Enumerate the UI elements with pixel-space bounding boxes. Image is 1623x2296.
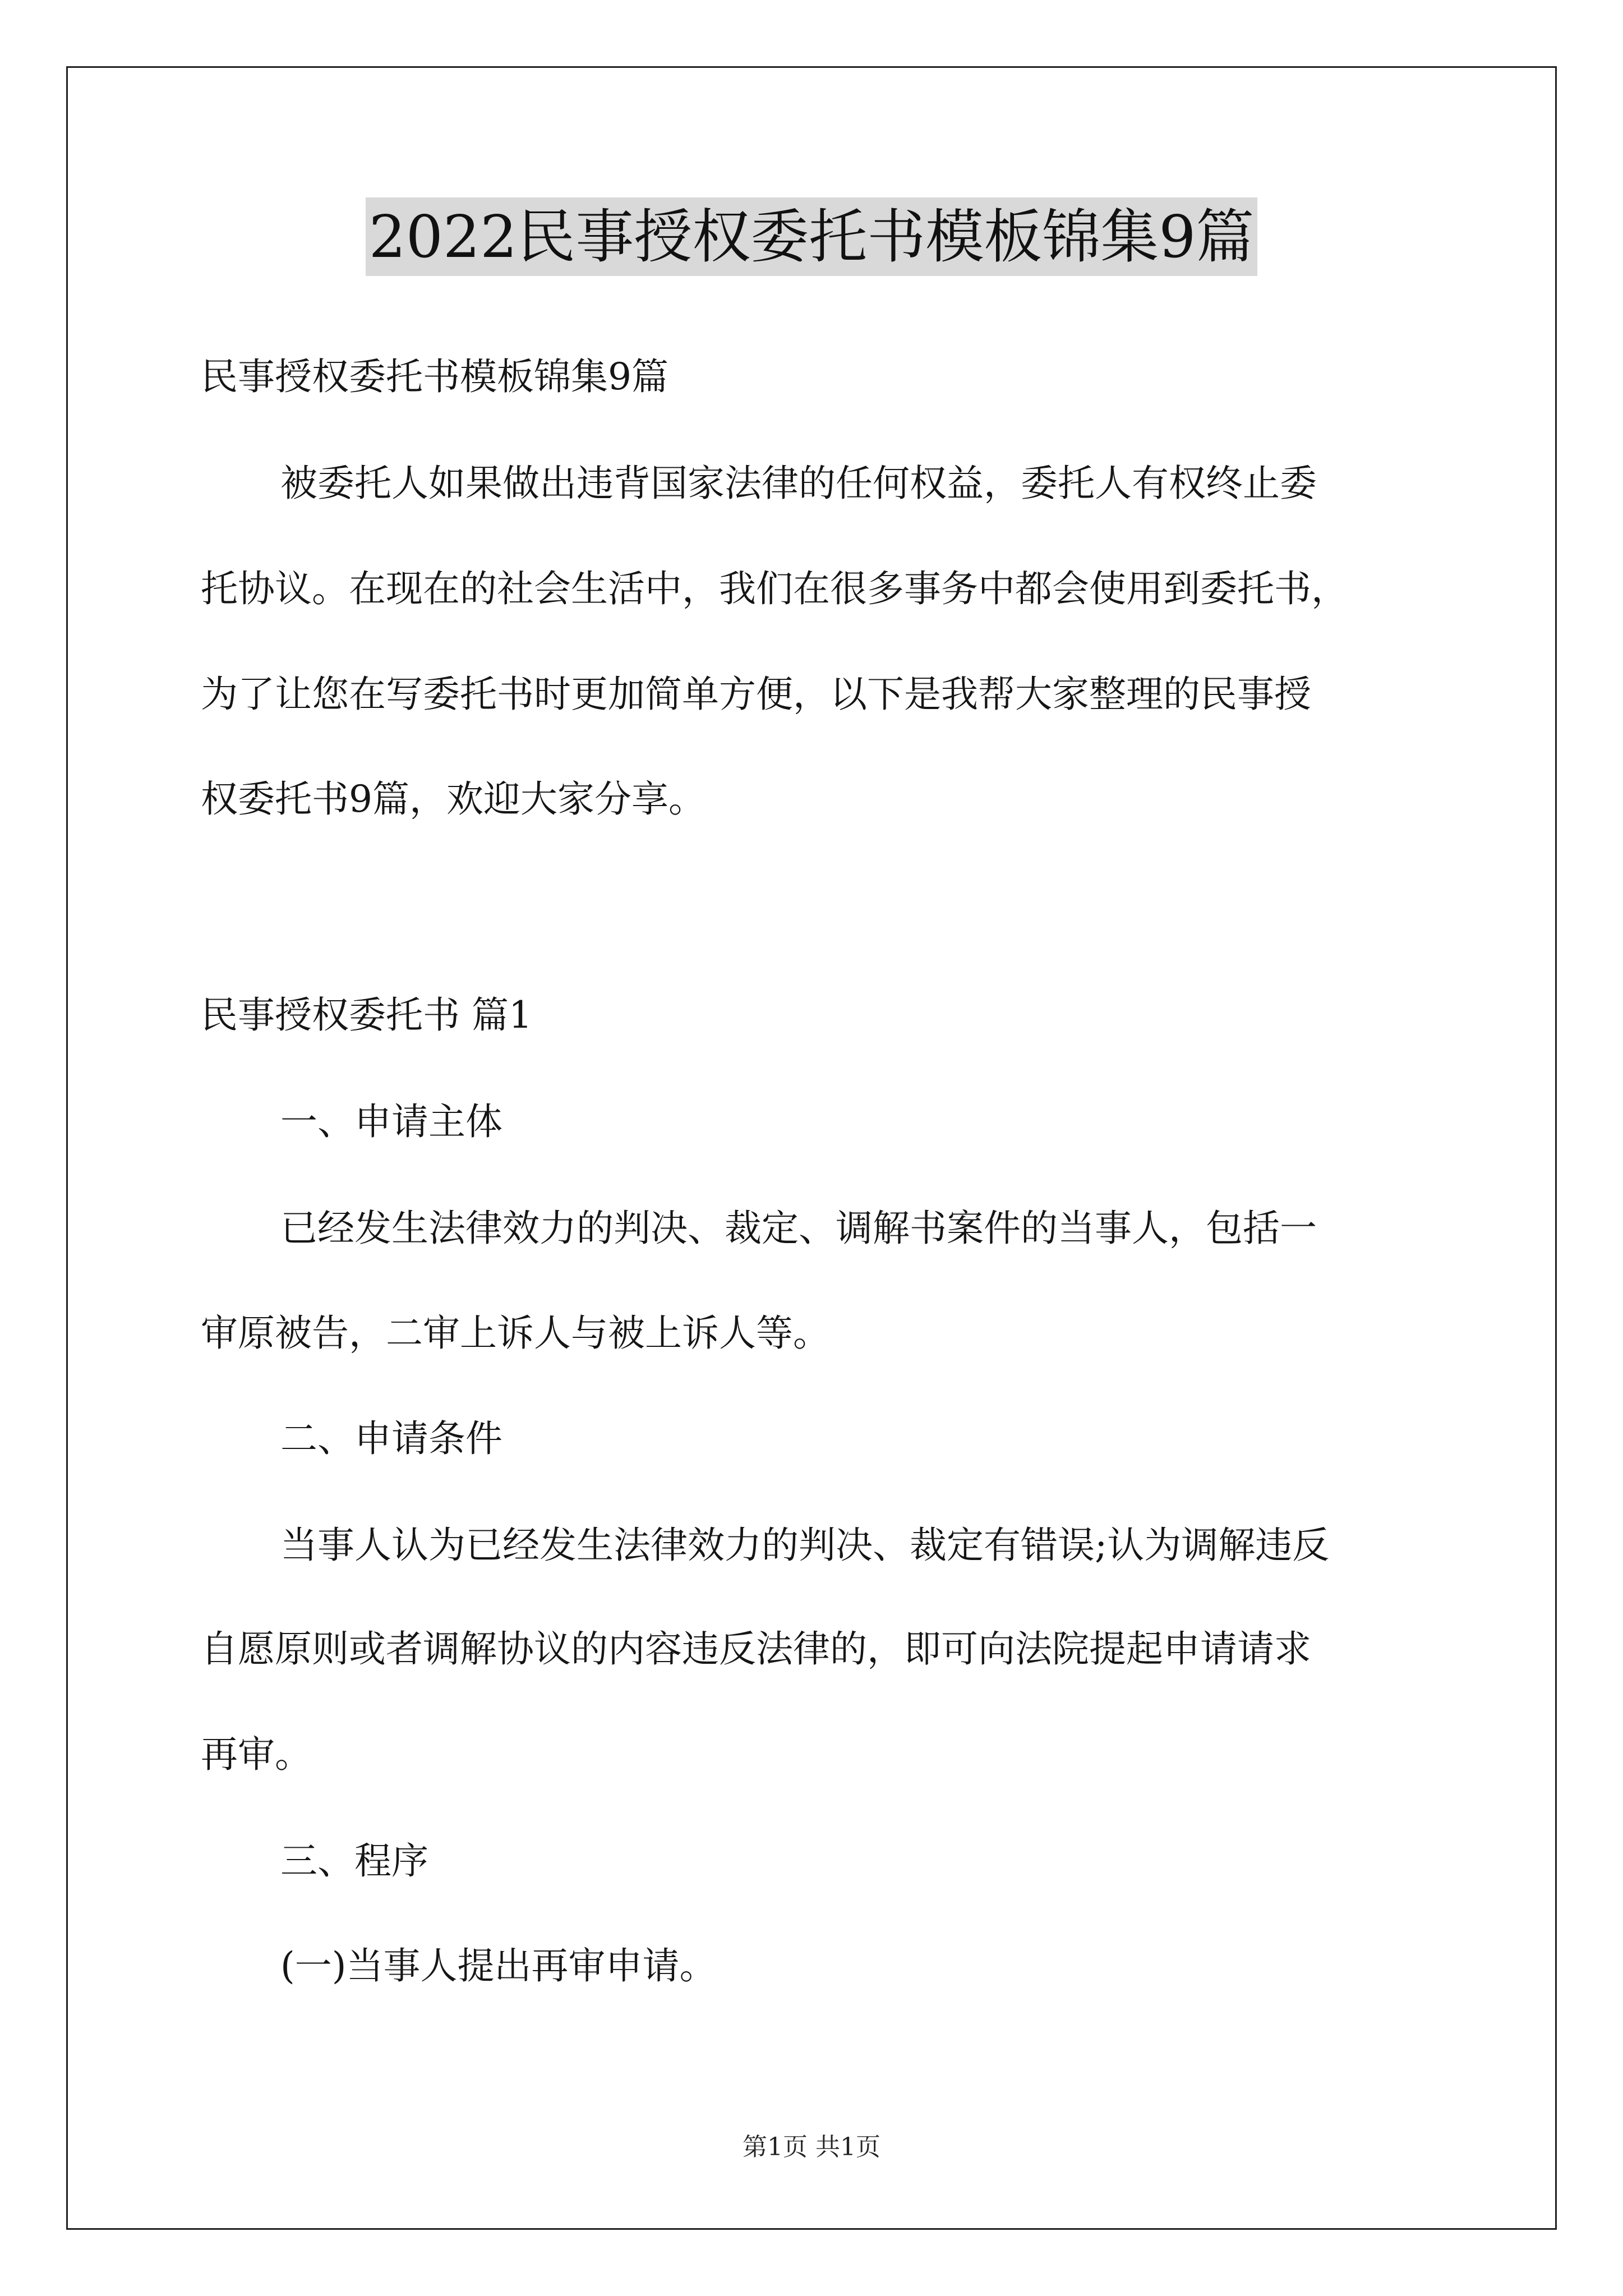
title-container	[0, 197, 1623, 276]
item1-line-1: 已经发生法律效力的判决、裁定、调解书案件的当事人，包括一	[280, 1207, 1317, 1250]
page-footer: 第1页 共1页	[743, 2133, 880, 2161]
item2-line-3: 再审。	[201, 1733, 312, 1776]
item2-line-2: 自愿原则或者调解协议的内容违反法律的，即可向法院提起申请请求	[201, 1627, 1311, 1671]
item3-heading: 三、程序	[280, 1839, 428, 1883]
intro-line-4: 权委托书9篇，欢迎大家分享。	[201, 777, 706, 821]
item3-sub-1: (一)当事人提出再审申请。	[280, 1944, 717, 1987]
intro-line-1: 被委托人如果做出违背国家法律的任何权益，委托人有权终止委	[280, 462, 1317, 505]
item2-line-1: 当事人认为已经发生法律效力的判决、裁定有错误;认为调解违反	[280, 1524, 1330, 1567]
intro-line-2: 托协议。在现在的社会生活中，我们在很多事务中都会使用到委托书，	[201, 567, 1348, 610]
intro-line-3: 为了让您在写委托书时更加简单方便，以下是我帮大家整理的民事授	[201, 673, 1311, 716]
item2-heading: 二、申请条件	[280, 1417, 502, 1460]
item1-heading: 一、申请主体	[280, 1100, 502, 1143]
section-heading: 民事授权委托书 篇1	[201, 993, 532, 1037]
document-title: 2022民事授权委托书模板锦集9篇	[366, 197, 1258, 276]
document-subtitle: 民事授权委托书模板锦集9篇	[201, 355, 668, 398]
item1-line-2: 审原被告，二审上诉人与被上诉人等。	[201, 1312, 830, 1355]
